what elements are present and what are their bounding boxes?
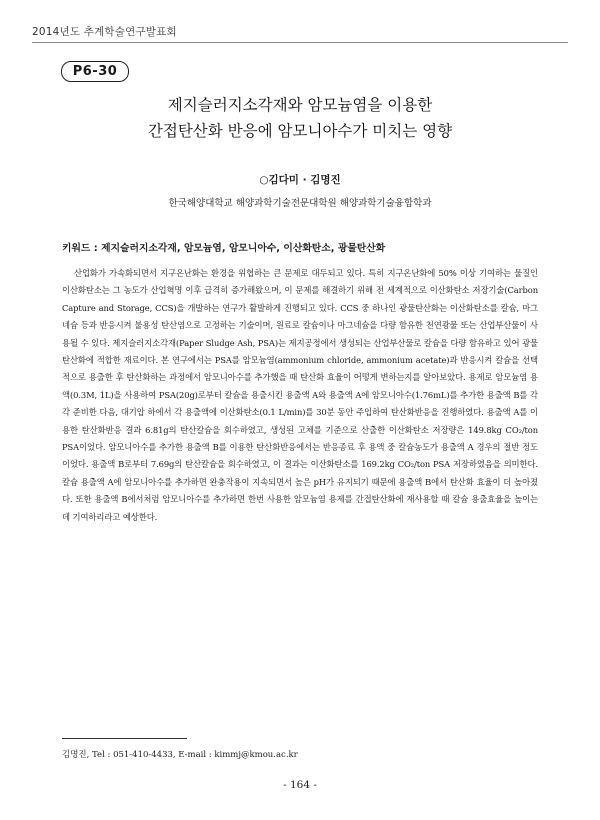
abstract-body: 산업화가 가속화되면서 지구온난화는 환경을 위협하는 큰 문제로 대두되고 있다. 특히 지구온난화에 50% 이상 기여하는 물질인 이산화탄소는 그 농도가 산업혁명 이후 급격히 증가해왔으며, 이 문제를 해결하기 위해 전 세계적으로 이산화탄소 저장기술(Carbon Capture and Storage, CCS)을 개발하는 연구가 활발하게 진행되고 있다. CCS 중 하나인 광물탄산화는 이산화탄소를 칼슘, 마그네슘 등과 반응시켜 불용성 탄산염으로 고정하는 기술이며, 원료로 칼슘이나 마그네슘을 다량 함유한 천연광물 또는 산업부산물이 사용될 수 있다. 제지슬러지소각재(Paper Sludge Ash, PSA)는 제지공정에서 생성되는 산업부산물로 칼슘을 다량 함유하고 있어 광물탄산화에 적합한 재료이다. 본 연구에서는 PSA를 암모늄염(ammonium chloride, ammonium acetate)과 반응시켜 칼슘을 선택적으로 용출한 후 탄산화하는 과정에서 암모니아수를 추가했을 때 탄산화 효율이 어떻게 변하는지를 알아보았다. 용제로 암모늄염 용액(0.3M, 1L)을 사용하여 PSA(20g)로부터 칼슘을 용출시킨 용출액 A와 용출액 A에 암모니아수(1.76mL)를 추가한 용출액 B를 각각 준비한 다음, 대기압 하에서 각 용출액에 이산화탄소(0.1 L/min)를 30분 동안 주입하여 탄산화반응을 진행하였다. 용출액 A를 이용한 탄산화반응 결과 6.81g의 탄산칼슘을 회수하였고, 생성된 고체를 기준으로 산출한 이산화탄소 저장량은 149.8kg CO₂/ton PSA이었다. 암모니아수를 추가한 용출액 B를 이용한 탄산화반응에서는 반응종료 후 용액 중 칼슘농도가 용출액 A 경우의 절반 정도이었다. 용출액 B로부터 7.69g의 탄산칼슘을 회수하였고, 이 결과는 이산화탄소를 169.2kg CO₂/ton PSA 저장하였음을 의미한다. 칼슘 용출액 A에 암모니아수를 추가하면 완충작용이 지속되면서 높은 pH가 유지되기 때문에 용출액 B에서 탄산화 효율이 더 높아졌다. 또한 용출액 B에서처럼 암모니아수를 추가하면 한번 사용한 암모늄염 용제를 간접탄산화에 재사용할 때 칼슘 용출효율을 높이는데 기여하리라고 예상한다. [62,268,538,522]
title-line-1: 제지슬러지소각재와 암모늄염을 이용한 [167,96,433,114]
paper-title [60,92,540,144]
affiliation: 한국해양대학교 해양과학기술전문대학원 해양과학기술융합학과 [168,198,432,209]
page-number: - 164 - [283,779,317,791]
header-divider [32,42,568,43]
keywords: 키워드 : 제지슬러지소각재, 암모늄염, 암모니아수, 이산화탄소, 광물탄산화 [62,243,386,254]
author-list: ○김다미 · 김명진 [259,174,341,186]
footnote-divider [62,738,187,739]
title-line-2: 간접탄산화 반응에 암모니아수가 미치는 영향 [147,122,453,140]
running-header: 2014년도 추계학술연구발표회 [32,26,177,38]
paper-code-badge: P6-30 [61,61,129,82]
corresponding-author-footnote: 김명진, Tel : 051-410-4433, E-mail : kimmj@kmou.ac.kr [62,750,298,760]
